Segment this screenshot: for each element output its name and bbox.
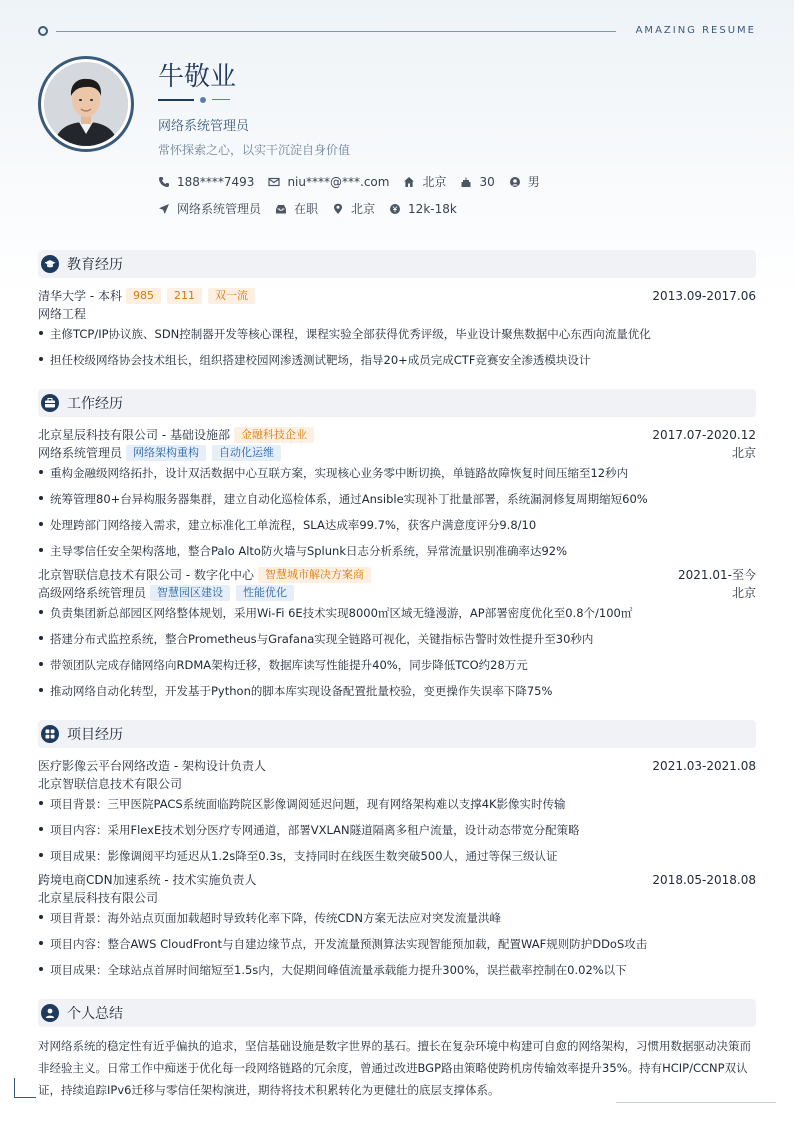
industry-tag: 智慧城市解决方案商 <box>258 567 371 583</box>
work-bullet: 搭建分布式监控系统，整合Prometheus与Grafana实现全链路可视化，关键指标告警时效性提升至30秒内 <box>38 631 756 647</box>
project-name: 跨境电商CDN加速系统 - 技术实施负责人 <box>38 873 257 887</box>
project-company: 北京智联信息技术有限公司 <box>38 777 183 791</box>
avatar <box>44 62 128 146</box>
education-major-line <box>38 305 756 322</box>
brand-text: AMAZING RESUME <box>635 25 756 36</box>
email-item <box>268 175 389 189</box>
school-tag: 211 <box>167 288 202 304</box>
gender-icon <box>509 176 521 188</box>
work-role: 网络系统管理员 <box>38 446 123 460</box>
education-period: 2013.09-2017.06 <box>652 288 756 303</box>
salary-item <box>389 202 457 216</box>
project-company-line <box>38 775 756 792</box>
education-bullet: 担任校级网络协会技术组长，组织搭建校园网渗透测试靶场，指导20+成员完成CTF竞赛安全渗透模块设计 <box>38 352 756 368</box>
work-period: 2017.07-2020.12 <box>652 427 756 442</box>
user-icon <box>41 1004 59 1022</box>
school-name: 清华大学 - 本科 <box>38 289 122 303</box>
location-pin-icon <box>332 203 344 215</box>
work-bullet: 负责集团新总部园区网络整体规划，采用Wi-Fi 6E技术实现8000㎡区域无缝漫游，AP部署密度优化至0.8个/100㎡ <box>38 605 756 621</box>
phone-value: 188****7493 <box>177 174 255 189</box>
gender-item <box>509 173 540 190</box>
brand-circle-icon <box>38 26 48 36</box>
corner-decoration <box>14 1078 36 1098</box>
company-name: 北京智联信息技术有限公司 - 数字化中心 <box>38 568 254 582</box>
school-tag: 985 <box>126 288 161 304</box>
project-bullet: 项目成果：全球站点首屏时间缩短至1.5s内，大促期间峰值流量承载能力提升300%，误拦截率控制在0.02%以下 <box>38 962 756 978</box>
work-company-line <box>38 426 756 443</box>
cake-icon <box>460 176 472 188</box>
grid-icon <box>41 725 59 743</box>
salary-icon <box>389 203 401 215</box>
education-school-line <box>38 287 756 304</box>
summary-text: 对网络系统的稳定性有近乎偏执的追求，坚信基础设施是数字世界的基石。擅长在复杂环境中构建可自愈的网络架构，习惯用数据驱动决策而非经验主义。日常工作中痴迷于优化每一段网络链路的冗余度，曾通过改进BGP路由策略使跨机房传输效率提升35%。持有HCIP/CCNP双认证，持续追踪IPv6迁移与零信任架构演进，期待将技术积累转化为更健壮的底层支撑体系。 <box>38 1039 751 1097</box>
email-value: niu****@***.com <box>287 174 390 189</box>
target-city-value: 北京 <box>351 202 376 216</box>
project-name-line <box>38 871 756 888</box>
avatar-portrait-icon <box>44 62 128 146</box>
graduation-cap-icon <box>41 255 59 273</box>
send-icon <box>158 203 170 215</box>
phone-icon <box>158 176 170 188</box>
work-bullet: 处理跨部门网络接入需求，建立标准化工单流程，SLA达成率99.7%，获客户满意度评分9.8/10 <box>38 517 756 533</box>
email-icon <box>268 176 280 188</box>
skill-tag: 自动化运维 <box>212 445 281 461</box>
work-section-header <box>38 389 756 417</box>
brand-divider <box>56 31 616 32</box>
education-bullet: 主修TCP/IP协议族、SDN控制器开发等核心课程，课程实验全部获得优秀评级，毕业设计聚焦数据中心东西向流量优化 <box>38 326 756 342</box>
work-bullet: 重构金融级网络拓扑，设计双活数据中心互联方案，实现核心业务零中断切换，单链路故障恢复时间压缩至12秒内 <box>38 465 756 481</box>
project-bullet: 项目背景：三甲医院PACS系统面临跨院区影像调阅延迟问题，现有网络架构难以支撑4K影像实时传输 <box>38 796 756 812</box>
age-value: 30 <box>479 174 495 189</box>
project-name-line <box>38 757 756 774</box>
work-role-line <box>38 584 756 601</box>
project-bullet: 项目内容：整合AWS CloudFront与自建边缘节点，开发流量预测算法实现智能预加载，配置WAF规则防护DDoS攻击 <box>38 936 756 952</box>
project-name: 医疗影像云平台网络改造 - 架构设计负责人 <box>38 759 266 773</box>
target-job-value: 网络系统管理员 <box>177 202 262 216</box>
avatar-frame <box>38 56 134 152</box>
skill-tag: 网络架构重构 <box>126 445 206 461</box>
work-location: 北京 <box>731 586 756 600</box>
work-period: 2021.01-至今 <box>678 568 756 582</box>
work-bullet: 推动网络自动化转型，开发基于Python的脚本库实现设备配置批量校验，变更操作失误率下降75% <box>38 683 756 699</box>
project-period: 2021.03-2021.08 <box>652 758 756 773</box>
education-section-title: 教育经历 <box>67 257 123 273</box>
work-location: 北京 <box>731 446 756 460</box>
home-icon <box>403 176 415 188</box>
project-section-title: 项目经历 <box>67 727 123 743</box>
target-job-item <box>158 200 261 217</box>
skill-tag: 性能优化 <box>236 585 294 601</box>
briefcase-icon <box>41 394 59 412</box>
target-city-item <box>332 200 375 217</box>
summary-section-title: 个人总结 <box>67 1006 123 1022</box>
education-section-header <box>38 250 756 278</box>
phone-item <box>158 175 254 189</box>
company-name: 北京星辰科技有限公司 - 基础设施部 <box>38 428 230 442</box>
city-value: 北京 <box>422 175 447 189</box>
job-intent-row <box>158 200 471 217</box>
candidate-name: 牛敬业 <box>158 62 237 92</box>
project-company-line <box>38 889 756 906</box>
work-bullet: 带领团队完成存储网络向RDMA架构迁移，数据库读写性能提升40%，同步降低TCO约28万元 <box>38 657 756 673</box>
project-bullet: 项目背景：海外站点页面加载超时导致转化率下降，传统CDN方案无法应对突发流量洪峰 <box>38 910 756 926</box>
salary-value: 12k-18k <box>408 201 457 216</box>
project-company: 北京星辰科技有限公司 <box>38 891 159 905</box>
work-role-line <box>38 444 756 461</box>
work-role: 高级网络系统管理员 <box>38 586 147 600</box>
bottom-divider <box>616 1102 776 1103</box>
work-bullet: 主导零信任安全架构落地，整合Palo Alto防火墙与Splunk日志分析系统，异常流量识别准确率达92% <box>38 543 756 559</box>
work-section-title: 工作经历 <box>67 396 123 412</box>
contact-info-row <box>158 173 554 190</box>
school-tag: 双一流 <box>208 288 255 304</box>
status-item <box>275 200 318 217</box>
work-company-line <box>38 566 756 583</box>
work-bullet: 统筹管理80+台异构服务器集群，建立自动化巡检体系，通过Ansible实现补丁批量部署，系统漏洞修复周期缩短60% <box>38 491 756 507</box>
skill-tag: 智慧园区建设 <box>150 585 230 601</box>
status-value: 在职 <box>294 202 319 216</box>
project-bullet: 项目成果：影像调阅平均延迟从1.2s降至0.3s，支持同时在线医生数突破500人，通过等保三级认证 <box>38 848 756 864</box>
age-item <box>460 175 494 189</box>
project-bullet: 项目内容：采用FlexE技术划分医疗专网通道，部署VXLAN隧道隔离多租户流量，设计动态带宽分配策略 <box>38 822 756 838</box>
candidate-motto: 常怀探索之心，以实干沉淀自身价值 <box>158 143 351 157</box>
industry-tag: 金融科技企业 <box>234 427 314 443</box>
city-item <box>403 173 446 190</box>
inbox-icon <box>275 203 287 215</box>
name-decoration <box>158 96 238 104</box>
project-period: 2018.05-2018.08 <box>652 872 756 887</box>
summary-section-header <box>38 999 756 1027</box>
project-section-header <box>38 720 756 748</box>
major: 网络工程 <box>38 307 87 321</box>
candidate-title: 网络系统管理员 <box>158 119 250 134</box>
gender-value: 男 <box>527 175 540 189</box>
